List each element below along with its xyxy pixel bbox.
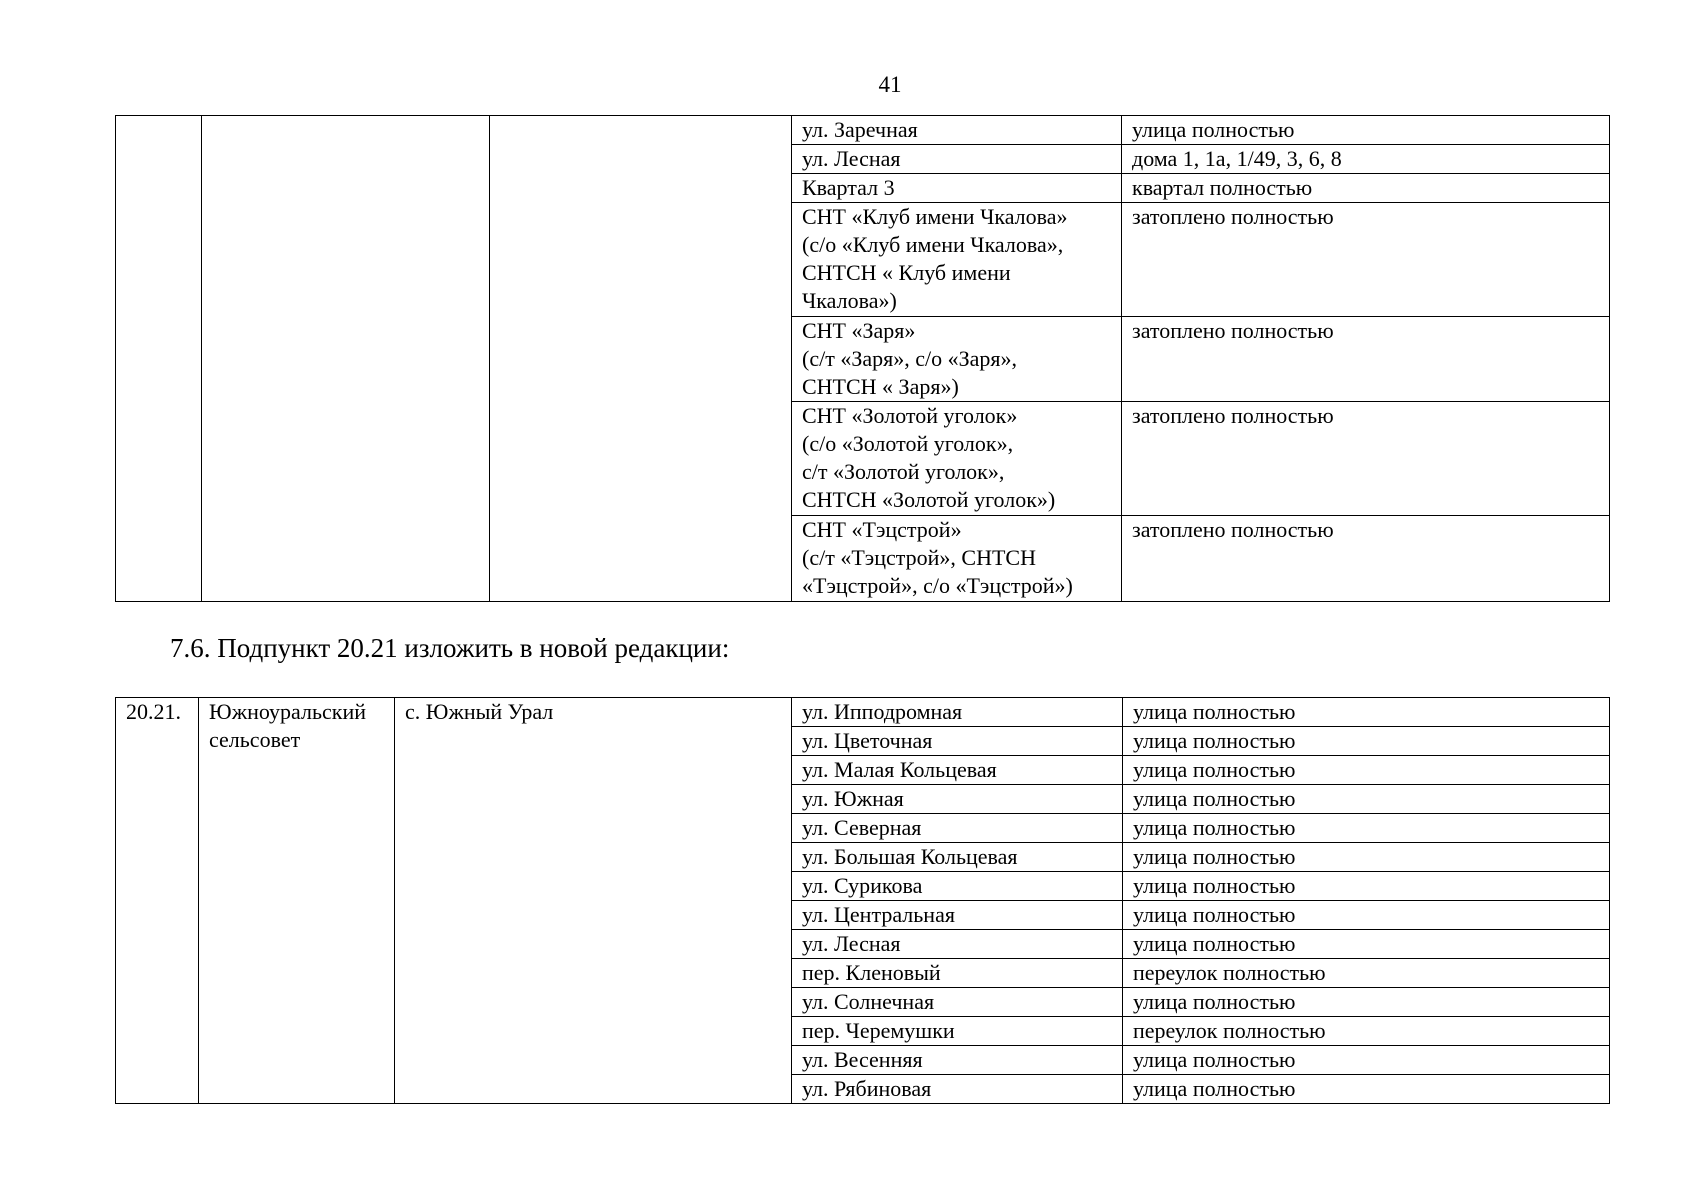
street-cell: пер. Кленовый: [792, 959, 1123, 988]
coverage-cell: улица полностью: [1123, 698, 1610, 727]
coverage-cell: улица полностью: [1123, 872, 1610, 901]
number-cell: [116, 116, 202, 602]
settlement-cell: [490, 116, 792, 602]
table-row: [116, 116, 1610, 145]
street-cell: Квартал 3: [792, 174, 1122, 203]
coverage-cell: улица полностью: [1123, 814, 1610, 843]
section-heading: 7.6. Подпункт 20.21 изложить в новой редакции:: [170, 633, 730, 663]
street-cell: ул. Северная: [792, 814, 1123, 843]
coverage-cell: улица полностью: [1123, 1046, 1610, 1075]
number-cell: 20.21.: [116, 698, 199, 1104]
street-cell: ул. Лесная: [792, 930, 1123, 959]
coverage-cell: улица полностью: [1123, 843, 1610, 872]
coverage-cell: затоплено полностью: [1122, 317, 1610, 402]
coverage-cell: улица полностью: [1123, 988, 1610, 1017]
coverage-cell: квартал полностью: [1122, 174, 1610, 203]
coverage-cell: улица полностью: [1123, 901, 1610, 930]
settlement-cell: с. Южный Урал: [395, 698, 792, 1104]
council-cell: Южноуральский сельсовет: [199, 698, 395, 1104]
street-cell: СНТ «Золотой уголок» (с/о «Золотой уголок», с/т «Золотой уголок», СНТСН «Золотой уголок»): [792, 402, 1122, 516]
street-cell: ул. Малая Кольцевая: [792, 756, 1123, 785]
street-cell: ул. Заречная: [792, 116, 1122, 145]
coverage-cell: улица полностью: [1123, 727, 1610, 756]
coverage-cell: затоплено полностью: [1122, 402, 1610, 516]
coverage-cell: дома 1, 1а, 1/49, 3, 6, 8: [1122, 145, 1610, 174]
street-cell: ул. Весенняя: [792, 1046, 1123, 1075]
table-row: [116, 698, 1610, 727]
street-cell: ул. Южная: [792, 785, 1123, 814]
coverage-cell: переулок полностью: [1123, 1017, 1610, 1046]
street-cell: СНТ «Клуб имени Чкалова» (с/о «Клуб имени Чкалова», СНТСН « Клуб имени Чкалова»): [792, 203, 1122, 317]
coverage-cell: улица полностью: [1122, 116, 1610, 145]
coverage-cell: переулок полностью: [1123, 959, 1610, 988]
flood-zone-table-continued: [115, 115, 1610, 602]
street-cell: СНТ «Тэцстрой» (с/т «Тэцстрой», СНТСН «Тэцстрой», с/о «Тэцстрой»): [792, 516, 1122, 602]
street-cell: СНТ «Заря» (с/т «Заря», с/о «Заря», СНТСН « Заря»): [792, 317, 1122, 402]
street-cell: ул. Солнечная: [792, 988, 1123, 1017]
street-cell: пер. Черемушки: [792, 1017, 1123, 1046]
coverage-cell: улица полностью: [1123, 930, 1610, 959]
coverage-cell: улица полностью: [1123, 1075, 1610, 1104]
flood-zone-table-20-21: [115, 697, 1610, 1104]
street-cell: ул. Большая Кольцевая: [792, 843, 1123, 872]
street-cell: ул. Лесная: [792, 145, 1122, 174]
street-cell: ул. Цветочная: [792, 727, 1123, 756]
street-cell: ул. Ипподромная: [792, 698, 1123, 727]
street-cell: ул. Рябиновая: [792, 1075, 1123, 1104]
coverage-cell: улица полностью: [1123, 756, 1610, 785]
coverage-cell: затоплено полностью: [1122, 203, 1610, 317]
street-cell: ул. Сурикова: [792, 872, 1123, 901]
coverage-cell: улица полностью: [1123, 785, 1610, 814]
council-cell: [202, 116, 490, 602]
page-number: 41: [878, 72, 902, 97]
street-cell: ул. Центральная: [792, 901, 1123, 930]
coverage-cell: затоплено полностью: [1122, 516, 1610, 602]
